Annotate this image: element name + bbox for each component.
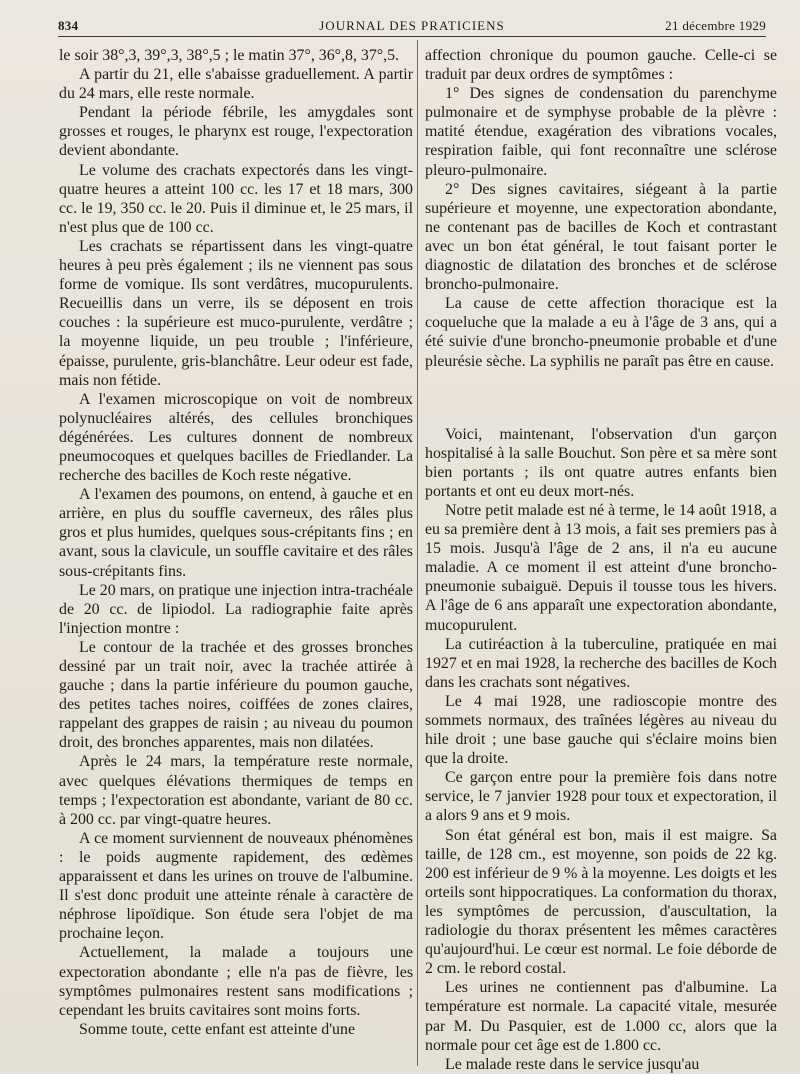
paragraph: Le 20 mars, on pratique une injection intra-trachéale de 20 cc. de lipiodol. La radiographie faite après l'injection montre : (59, 581, 413, 637)
paragraph: La cause de cette affection thoracique est la coqueluche que la malade a eu à l'âge de 3 ans, qui a été suivie d'une broncho-pneumonie probable et d'une pleurésie sèche. La syphilis ne paraît pas être en cause. (425, 295, 777, 370)
paragraph: Les urines ne contiennent pas d'albumine. La température est normale. La capacité vitale, mesurée par M. Du Pasquier, est de 1.000 cc, alors que la normale pour cet âge est de 1.800 cc. (425, 979, 777, 1054)
paragraph: Somme toute, cette enfant est atteinte d'une (79, 1020, 355, 1038)
right-column (425, 46, 777, 1074)
paragraph: Le 4 mai 1928, une radioscopie montre des sommets normaux, des traînées légères au niveau du hile droit ; une base gauche qui s'éclaire moins bien que la droite. (425, 692, 777, 768)
paragraph: affection chronique du poumon gauche. Celle-ci se traduit par deux ordres de symptômes : (425, 47, 777, 84)
paragraph: Le malade reste dans le service jusqu'au (445, 1055, 700, 1073)
left-column (59, 46, 413, 1039)
paragraph: 2° Des signes cavitaires, siégeant à la partie supérieure et moyenne, une expectoration abondante, ne contenant pas de bacilles de Koch et contrastant avec un bon état général, le tout faisant porter le diagnostic de dilatation des bronches et de sclérose broncho-pulmonaire. (425, 180, 777, 294)
journal-title: JOURNAL DES PRATICIENS (319, 18, 505, 33)
paragraph: Après le 24 mars, la température reste normale, avec quelques élévations thermiques de temps en temps ; l'expectoration est abondante, variant de 80 cc. à 200 cc. par vingt-quatre heures. (59, 753, 413, 828)
paragraph: Le volume des crachats expectorés dans les vingt-quatre heures a atteint 100 cc. les 17 et 18 mars, 300 cc. le 19, 350 cc. le 20. Puis il diminue et, le 25 mars, il n'est plus que de 100 cc. (59, 161, 413, 236)
page-header (58, 14, 766, 37)
paragraph: Son état général est bon, mais il est maigre. Sa taille, de 128 cm., est moyenne, son poids de 22 kg. 200 est inférieur de 9 % à la moyenne. Les doigts et les orteils sont hippocratiques. La conformation du thorax, les symptômes de percussion, d'auscultation, la radiologie du thorax présentent les mêmes caractères qu'aujourd'hui. Le cœur est normal. Le foie déborde de 2 cm. le rebord costal. (425, 826, 777, 978)
column-divider (417, 40, 418, 1066)
paragraph: A partir du 21, elle s'abaisse graduellement. A partir du 24 mars, elle reste normale. (59, 66, 413, 103)
paragraph: le soir 38°,3, 39°,3, 38°,5 ; le matin 37°, 36°,8, 37°,5. (59, 47, 400, 64)
paragraph: La cutiréaction à la tuberculine, pratiquée en mai 1927 et en mai 1928, la recherche des bacilles de Koch dans les crachats sont négatives. (425, 635, 777, 691)
section-gap (425, 371, 777, 425)
paragraph: Actuellement, la malade a toujours une expectoration abondante ; elle n'a pas de fièvre, les symptômes pulmonaires restent sans modifications ; cependant les bruits cavitaires sont moins forts. (59, 944, 413, 1019)
paragraph: A l'examen des poumons, on entend, à gauche et en arrière, en plus du souffle caverneux, des râles plus gros et plus humides, quelques sous-crépitants fins ; en avant, sous la clavicule, un souffle cavitaire et des râles sous-crépitants fins. (59, 486, 413, 580)
paragraph: Pendant la période fébrile, les amygdales sont grosses et rouges, le pharynx est rouge, l'expectoration devient abondante. (59, 104, 413, 160)
paragraph: 1° Des signes de condensation du parenchyme pulmonaire et de symphyse probable de la plèvre : matité étendue, exagération des vibrations vocales, respiration faible, qui font reconnaître une sclérose pleuro-pulmonaire. (425, 85, 777, 179)
paragraph: A ce moment surviennent de nouveaux phénomènes : le poids augmente rapidement, des œdèmes apparaissent et dans les urines on trouve de l'albumine. Il s'est donc produit une atteinte rénale à caractère de néphrose lipoïdique. Son étude sera l'objet de ma prochaine leçon. (59, 829, 413, 943)
paragraph: Notre petit malade est né à terme, le 14 août 1918, a eu sa première dent à 13 mois, a fait ses premiers pas à 15 mois. Jusqu'à l'âge de 2 ans, il n'a eu aucune maladie. A ce moment il est atteint d'une broncho-pneumonie subaiguë. Depuis il tousse tous les hivers. A l'âge de 6 ans apparaît une expectoration abondante, mucopurulent. (425, 501, 777, 634)
paragraph: A l'examen microscopique on voit de nombreux polynucléaires altérés, des cellules bronchiques dégénérées. Les cultures donnent de nombreux pneumocoques et quelques bacilles de Friedlander. La recherche des bacilles de Koch reste négative. (59, 390, 413, 485)
page-number: 834 (58, 18, 79, 33)
paragraph: Voici, maintenant, l'observation d'un garçon hospitalisé à la salle Bouchut. Son père et sa mère sont bien portants ; ils ont quatre autres enfants bien portants et ont eu deux mort-nés. (425, 425, 777, 500)
paragraph: Les crachats se répartissent dans les vingt-quatre heures à peu près également ; ils ne viennent pas sous forme de vomique. Ils sont verdâtres, mucopurulents. Recueillis dans un verre, ils se déposent en trois couches : la supérieure est muco-purulente, verdâtre ; la moyenne liquide, un peu trouble ; l'inférieure, épaisse, purulente, gris-blanchâtre. Leur odeur est fade, mais non fétide. (59, 237, 413, 389)
issue-date: 21 décembre 1929 (665, 18, 766, 33)
paragraph: Le contour de la trachée et des grosses bronches dessiné par un trait noir, avec la trachée attirée à gauche ; dans la partie inférieure du poumon gauche, des petites taches noires, coiffées de zones claires, rappelant des grappes de raisin ; au niveau du poumon droit, des bronches apparentes, mais non dilatées. (59, 638, 413, 752)
paragraph: Ce garçon entre pour la première fois dans notre service, le 7 janvier 1928 pour toux et expectoration, il a alors 9 ans et 9 mois. (425, 769, 777, 825)
